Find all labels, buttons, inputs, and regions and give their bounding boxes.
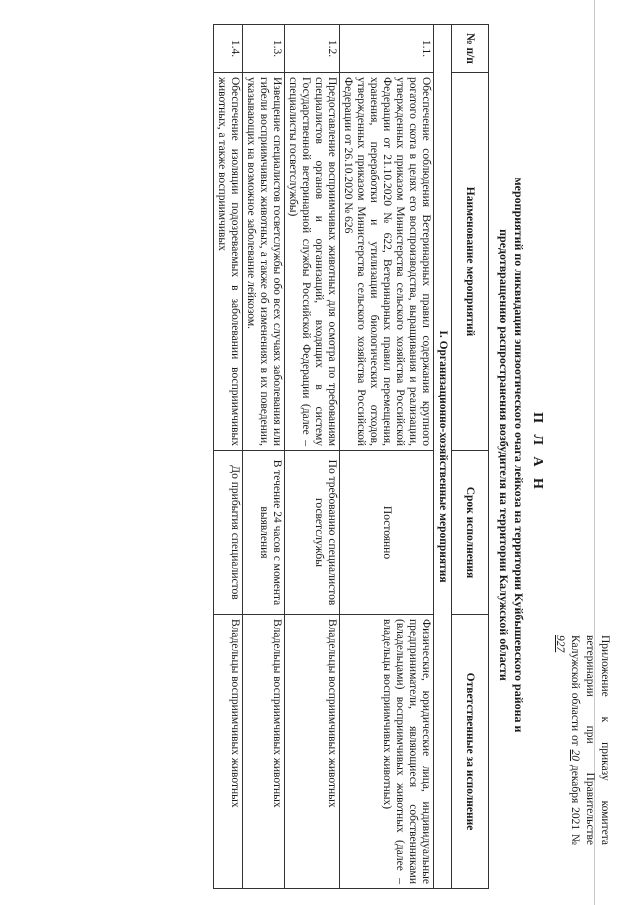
row-term: В течение 24 часов с момента выявления xyxy=(243,451,285,615)
section-row xyxy=(434,25,452,889)
header-num: № п/п xyxy=(452,25,489,73)
section-title: I. Организационно-хозяйственные мероприятия xyxy=(434,25,452,889)
annex-date-text: декабря 2021 № xyxy=(569,764,581,846)
plan-table xyxy=(213,24,489,889)
table-row xyxy=(243,25,285,889)
row-resp: Физические, юридические лица, индивидуальные предприниматели, являющиеся собственниками (владельцами) восприимчивых животных (далее – владельцы восприимчивых животных) xyxy=(340,615,434,889)
annex-day: 20 xyxy=(569,749,581,762)
row-num: 1.1. xyxy=(340,25,434,73)
plan-subtitle: мероприятий по ликвидации эпизоотического очага лейкоза на территории Куйбышевского района и предотвращению распространения возбудителя на территории Калужской области xyxy=(497,177,526,733)
header-name: Наименование мероприятий xyxy=(452,73,489,451)
plan-title: П Л А Н xyxy=(530,412,545,493)
annex-number: 927 xyxy=(554,635,566,653)
annex-text: Приложение к приказу комитета ветеринарии при Правительстве Калужской области от xyxy=(569,635,611,845)
header-term: Срок исполнения xyxy=(452,451,489,615)
row-term: До прибытия специалистов xyxy=(214,451,243,615)
row-desc: Обеспечение изоляции подозреваемых в заболевании восприимчивых животных, а также восприимчивых xyxy=(214,73,243,451)
row-desc: Извещение специалистов госветслужбы обо всех случаях заболевания или гибели восприимчивых животных, а также об изменениях в их поведении, указывающих на возможное заболевание лейкозом. xyxy=(243,73,285,451)
row-resp: Владельцы восприимчивых животных xyxy=(214,615,243,889)
row-term: По требованию специалистов госветслужбы xyxy=(285,451,340,615)
table-row xyxy=(285,25,340,889)
row-desc: Обеспечение соблюдения Ветеринарных правил содержания крупного рогатого скота в целях его воспроизводства, выращивания и реализации, утвержденных приказом Министерства сельского хозяйства Российской Федерации от 21.10.2020 № 622, Ветеринарных правил перемещения, хранения, переработки и утилизации биологических отходов, утвержденных приказом Министерства сельского хозяйства Российской Федерации от 26.10.2020 № 626 xyxy=(340,73,434,451)
annex-note xyxy=(552,635,612,845)
table-row xyxy=(214,25,243,889)
row-num: 1.2. xyxy=(285,25,340,73)
row-resp: Владельцы восприимчивых животных xyxy=(285,615,340,889)
row-term: Постоянно xyxy=(340,451,434,615)
row-num: 1.3. xyxy=(243,25,285,73)
header-resp: Ответственные за исполнение xyxy=(452,615,489,889)
row-resp: Владельцы восприимчивых животных xyxy=(243,615,285,889)
table-row xyxy=(340,25,434,889)
row-num: 1.4. xyxy=(214,25,243,73)
row-desc: Предоставление восприимчивых животных для осмотра по требованиям специалистов органов и организаций, входящих в систему Государственной ветеринарной службы Российской Федерации (далее – специалисты госветслужбы) xyxy=(285,73,340,451)
table-header-row xyxy=(452,25,489,889)
